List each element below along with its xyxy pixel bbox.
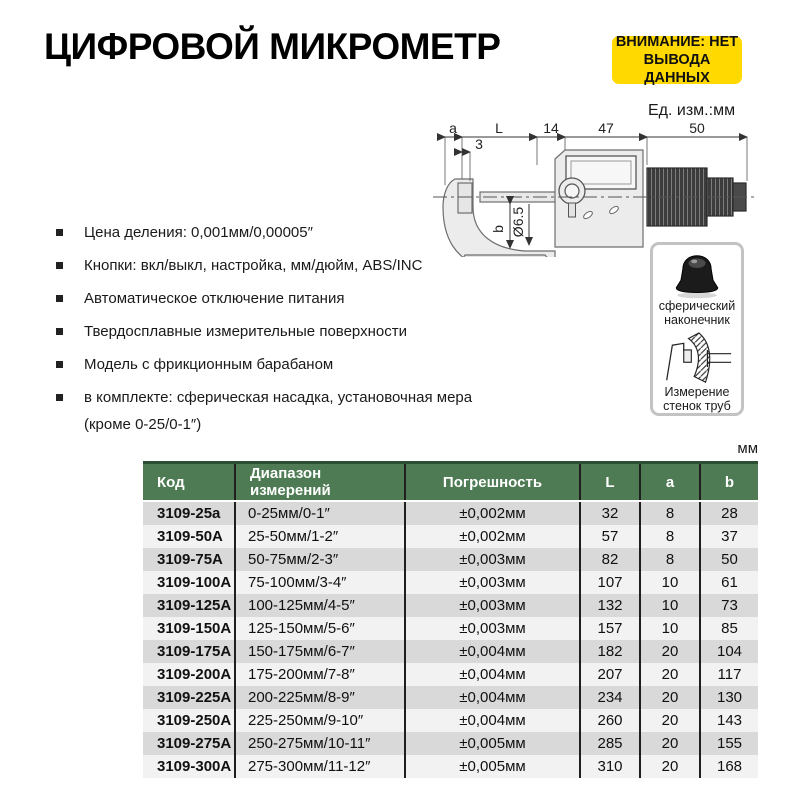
- table-cell-accuracy: ±0,002мм: [405, 501, 580, 525]
- table-cell-code: 3109-300A: [157, 758, 232, 775]
- dim-label-L: L: [495, 120, 503, 136]
- table-cell-L: 260: [580, 709, 640, 732]
- table-cell-a: 8: [640, 525, 700, 548]
- table-cell-a: 8: [640, 501, 700, 525]
- table-cell-accuracy: ±0,005мм: [405, 732, 580, 755]
- dim-label-3: 3: [475, 136, 483, 152]
- column-header-b: b: [700, 463, 758, 502]
- table-cell-range: 250-275мм/10-11″: [235, 732, 405, 755]
- spherical-tip-photo: [668, 251, 726, 300]
- table-cell-L: 132: [580, 594, 640, 617]
- feature-text: Твердосплавные измерительные поверхности: [84, 323, 407, 340]
- table-cell-range: 150-175мм/6-7″: [235, 640, 405, 663]
- table-cell-L: 157: [580, 617, 640, 640]
- table-cell-a: 20: [640, 732, 700, 755]
- table-cell-code: 3109-225A: [157, 689, 232, 706]
- table-units-note: мм: [737, 440, 758, 457]
- lock-lever: [569, 203, 576, 217]
- table-cell-accuracy: ±0,004мм: [405, 709, 580, 732]
- column-header-range: Диапазон измерений: [235, 463, 405, 502]
- table-cell-a: 20: [640, 755, 700, 778]
- pipe-measurement-caption: Измерение стенок труб: [663, 385, 731, 413]
- accessories-box: [650, 242, 744, 416]
- table-cell-accuracy: ±0,004мм: [405, 686, 580, 709]
- table-cell-a: 10: [640, 617, 700, 640]
- bullet-square-icon: [56, 295, 63, 302]
- table-cell-a: 10: [640, 594, 700, 617]
- table-cell-accuracy: ±0,005мм: [405, 755, 580, 778]
- table-cell-a: 8: [640, 548, 700, 571]
- table-cell-b: 50: [700, 548, 758, 571]
- column-header-L: L: [580, 463, 640, 502]
- table-cell-b: 37: [700, 525, 758, 548]
- pipe-wall-measurement-icon: [661, 331, 733, 386]
- table-cell-code: 3109-75A: [157, 551, 223, 568]
- table-cell-accuracy: ±0,004мм: [405, 640, 580, 663]
- page-title: ЦИФРОВОЙ МИКРОМЕТР: [44, 26, 501, 67]
- bullet-square-icon: [56, 394, 63, 401]
- dim-label-dia: Ø6.5: [510, 206, 526, 238]
- micrometer-frame-sketch: [667, 343, 684, 380]
- feature-text: Модель с фрикционным барабаном: [84, 356, 334, 373]
- table-cell-range: 25-50мм/1-2″: [235, 525, 405, 548]
- dim-label-50: 50: [689, 120, 705, 136]
- table-cell-L: 182: [580, 640, 640, 663]
- table-row: [143, 640, 758, 663]
- dim-label-a: a: [449, 120, 457, 136]
- table-cell-b: 130: [700, 686, 758, 709]
- feature-item: [56, 351, 508, 378]
- table-cell-accuracy: ±0,003мм: [405, 571, 580, 594]
- feature-text: Цена деления: 0,001мм/0,00005″: [84, 224, 313, 241]
- table-cell-b: 143: [700, 709, 758, 732]
- table-cell-L: 207: [580, 663, 640, 686]
- table-cell-accuracy: ±0,003мм: [405, 548, 580, 571]
- table-row: [143, 525, 758, 548]
- bullet-square-icon: [56, 361, 63, 368]
- table-cell-code: 3109-100A: [157, 574, 232, 591]
- table-row: [143, 709, 758, 732]
- table-cell-b: 168: [700, 755, 758, 778]
- table-cell-b: 155: [700, 732, 758, 755]
- table-cell-range: 200-225мм/8-9″: [235, 686, 405, 709]
- bullet-square-icon: [56, 328, 63, 335]
- table-row: [143, 663, 758, 686]
- column-header-accuracy: Погрешность: [405, 463, 580, 502]
- table-cell-accuracy: ±0,004мм: [405, 663, 580, 686]
- column-header-a: a: [640, 463, 700, 502]
- table-cell-L: 82: [580, 548, 640, 571]
- table-cell-code: 3109-25a: [157, 505, 221, 522]
- table-cell-code: 3109-175A: [157, 643, 232, 660]
- bullet-square-icon: [56, 229, 63, 236]
- feature-item: [56, 384, 508, 438]
- table-cell-b: 61: [700, 571, 758, 594]
- dim-label-b: b: [490, 225, 506, 233]
- table-cell-L: 32: [580, 501, 640, 525]
- table-cell-L: 310: [580, 755, 640, 778]
- feature-list: [56, 219, 508, 444]
- table-row: [143, 571, 758, 594]
- table-cell-b: 73: [700, 594, 758, 617]
- table-cell-range: 175-200мм/7-8″: [235, 663, 405, 686]
- spec-table: [143, 461, 758, 778]
- table-cell-L: 107: [580, 571, 640, 594]
- table-cell-code: 3109-275A: [157, 735, 232, 752]
- table-cell-accuracy: ±0,003мм: [405, 617, 580, 640]
- table-cell-b: 85: [700, 617, 758, 640]
- drawing-units-label: Ед. изм.:мм: [648, 102, 736, 119]
- table-cell-L: 57: [580, 525, 640, 548]
- feature-text: Кнопки: вкл/выкл, настройка, мм/дюйм, ABS/INC: [84, 257, 423, 274]
- dim-label-14: 14: [543, 120, 559, 136]
- table-cell-code: 3109-125A: [157, 597, 232, 614]
- table-cell-a: 10: [640, 571, 700, 594]
- dim-label-47: 47: [598, 120, 614, 136]
- table-cell-range: 100-125мм/4-5″: [235, 594, 405, 617]
- table-cell-range: 75-100мм/3-4″: [235, 571, 405, 594]
- feature-item: [56, 318, 508, 345]
- feature-item: [56, 252, 508, 279]
- tip-glint: [691, 259, 697, 263]
- table-cell-L: 285: [580, 732, 640, 755]
- table-row: [143, 594, 758, 617]
- table-cell-code: 3109-150A: [157, 620, 232, 637]
- table-cell-b: 117: [700, 663, 758, 686]
- warning-badge: [612, 36, 742, 84]
- column-header-code: Код: [143, 463, 235, 502]
- table-cell-a: 20: [640, 709, 700, 732]
- feature-item: [56, 219, 508, 246]
- table-cell-code: 3109-250A: [157, 712, 232, 729]
- bullet-square-icon: [56, 262, 63, 269]
- warning-badge-line2: ВЫВОДА ДАННЫХ: [643, 52, 711, 86]
- table-cell-range: 50-75мм/2-3″: [235, 548, 405, 571]
- lock-knob-inner: [565, 184, 579, 198]
- spherical-tip-caption: сферический наконечник: [658, 299, 736, 327]
- table-cell-range: 0-25мм/0-1″: [235, 501, 405, 525]
- table-cell-code: 3109-200A: [157, 666, 232, 683]
- table-cell-b: 28: [700, 501, 758, 525]
- spec-table-header-row: [143, 463, 758, 502]
- tip-highlight: [689, 259, 706, 268]
- table-cell-range: 125-150мм/5-6″: [235, 617, 405, 640]
- table-row: [143, 755, 758, 778]
- table-cell-L: 234: [580, 686, 640, 709]
- anvil: [458, 183, 472, 213]
- anvil-sketch: [684, 350, 692, 362]
- table-cell-accuracy: ±0,003мм: [405, 594, 580, 617]
- table-row: [143, 501, 758, 525]
- tip-shadow: [677, 293, 717, 299]
- warning-badge-line1: ВНИМАНИЕ: НЕТ: [615, 34, 739, 50]
- table-cell-accuracy: ±0,002мм: [405, 525, 580, 548]
- table-cell-code: 3109-50A: [157, 528, 223, 545]
- spec-table-body: [143, 501, 758, 778]
- table-cell-b: 104: [700, 640, 758, 663]
- table-row: [143, 548, 758, 571]
- table-cell-range: 275-300мм/11-12″: [235, 755, 405, 778]
- table-cell-a: 20: [640, 640, 700, 663]
- table-row: [143, 617, 758, 640]
- table-cell-range: 225-250мм/9-10″: [235, 709, 405, 732]
- table-cell-a: 20: [640, 663, 700, 686]
- feature-text: Автоматическое отключение питания: [84, 290, 345, 307]
- table-row: [143, 686, 758, 709]
- feature-text: в комплекте: сферическая насадка, установочная мера (кроме 0-25/0-1″): [84, 389, 473, 433]
- table-cell-a: 20: [640, 686, 700, 709]
- feature-item: [56, 285, 508, 312]
- table-row: [143, 732, 758, 755]
